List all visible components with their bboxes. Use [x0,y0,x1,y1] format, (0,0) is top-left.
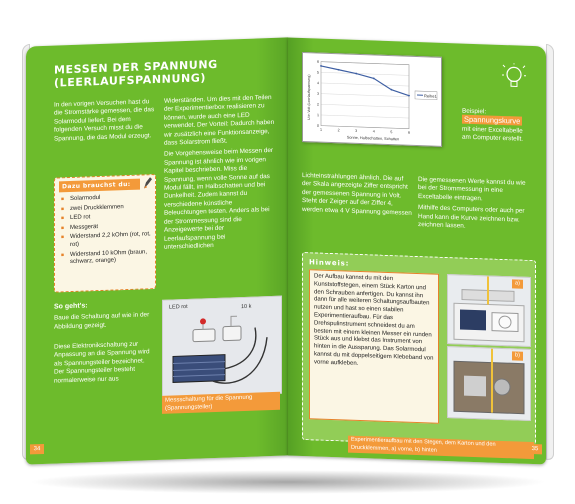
example-label: Beispiel: [462,107,487,116]
grid-line [321,72,409,75]
y-tick-label: 6 [317,59,319,64]
photo-caption: Messschaltung für die Spannung (Spannungsteiler) [162,392,280,414]
x-tick-label: 6 [408,130,410,135]
paragraph: Die gemessenen Werte kannst du wie bei der Strommessung in eine Exceltabelle eintragen. [418,176,526,203]
legend-label: Reihe1 [424,93,437,99]
x-tick-label: 3 [355,128,358,133]
voltage-chart [302,52,442,147]
list-item: ■ LED rot [61,212,153,223]
data-point [391,89,393,91]
intro-text: In den vorigen Versuchen hast du die Stromstärke gemessen, die das Solarmodul liefert. Bei dem folgenden Versuch misst du die Spannung, die das Modul erzeugt. [54,98,155,143]
paragraph: Mithilfe des Computers oder auch per Hand kann die Kurve zeichnen bzw. zeichnen lassen. [418,204,525,230]
right-page [288,37,546,464]
photo-label-resistor: 10 k [241,303,252,311]
y-tick-label: 5 [317,70,319,75]
note-heading: Hinweis: [309,258,350,268]
data-point [373,77,375,79]
photo-tag-a: a) [512,279,523,288]
circuit-illustration [163,297,281,397]
page-edge-right [546,44,554,460]
setup-caption: Experimentieraufbau mit den Stegen, dem Karton und den Druckklemmen, a) vorne, b) hinten [348,436,534,459]
example-rest: mit einer Exceltabelle am Computer erstellt. [462,125,524,143]
materials-heading: Dazu brauchst du: [59,179,140,193]
x-tick-label: 4 [372,129,375,134]
circuit-photo [162,296,282,398]
y-axis-label: U in Volt (Leerlaufspannung) [307,74,311,121]
example-highlight: Spannungskurve [464,115,521,127]
x-tick-label: 2 [337,128,340,133]
page-number-right: 35 [528,444,542,454]
instructions-text: Baue die Schaltung auf wie in der Abbildung gezeigt. [54,311,150,331]
instructions-text-2: Diese Elektronikschaltung zur Anpassung an die Spannung wird als Spannungsteiler bezeichnet. Der Spannungsteiler besteht normalerweise nur aus [54,340,150,385]
grid-line [321,104,409,107]
list-item: ■ zwei Druckklemmen [61,203,153,214]
y-tick-label: 0 [317,123,319,128]
materials-list [61,193,153,269]
x-tick-label: 1 [320,127,322,132]
series-line [321,66,409,96]
lightbulb-icon [502,63,526,94]
chart-ticks [317,60,410,135]
y-tick-label: 4 [317,81,319,86]
right-column-2 [418,176,528,236]
grid-line [321,83,409,86]
x-axis-label: Sonne, Halbschatten, Schatten [346,135,400,142]
left-column-2 [164,94,276,255]
y-tick-label: 3 [317,91,319,96]
book-shadow [28,470,548,494]
data-point [338,69,340,71]
note-box [302,252,536,448]
chart-grid [321,62,409,129]
note-text: Der Aufbau kannst du mit den Kunststoffstegen, einem Stück Karton und den Schrauben anfertigen. Du kannst ihn dann für alle weiteren Schaltungsaufbauten nutzen und hast so einen stabilen Experimentieraufbau. Für das Drehspulinstrument schneidest du am besten mit einem kleinen Messer ein runden Stück aus und klebst das Instrument von hinten in die Aussparung. Das Solarmodul kannst du mit doppelseitigem Klebeband von vorne aufkleben. [309,269,439,424]
list-item: ■ Solarmodul [61,193,153,204]
right-column-1: Lichteinstrahlungen ähnlich. Die auf der Skala angezeigte Ziffer entspricht der gemessenen Spannung in Volt. Steht der Zeiger auf der Ziffer 4, werden etwa 4 V Spannung gemessen [302,171,412,217]
paragraph: Widerständen. Um dies mit den Teilen der Experimentierbox realisieren zu können, wurde auch eine LED verwendet. Der Vorteil: Dadurch haben wir zusätzlich eine Funktionsanzeige, dass Solarstrom fließt. [164,94,275,147]
data-point [320,65,322,67]
pencil-icon [141,176,153,190]
list-item: ■ Messgerät [61,222,153,233]
instructions-heading: So geht's: [54,302,88,311]
data-point [408,95,410,97]
setup-photo-front [447,274,531,347]
paragraph: Die Vorgehensweise beim Messen der Spannung ist ähnlich wie im vorigen Kapitel beschrieben. Miss die Spannung, wenn volle Sonne auf das Modul fällt, im Halbschatten und bei Dunkelheit. Zudem kannst du verschiedene künstliche Beleuchtungen testen. Anders als bei der Strommessung sind die Anzeigewerte bei der Leerlaufspannung bei unterschiedlichen [164,147,274,251]
list-item: ■ Widerstand 10 kOhm (braun, schwarz, orange) [61,249,153,267]
photo-tag-b: b) [512,351,523,360]
example-caption [462,108,524,145]
instructions [54,300,156,332]
grid-line [321,94,409,97]
materials-box [54,174,156,293]
data-point [355,73,357,75]
x-tick-label: 5 [390,130,393,135]
chart-svg [303,53,441,146]
y-tick-label: 2 [317,102,319,107]
page-number-left: 34 [30,444,44,454]
photo-label-led: LED rot [169,303,188,311]
left-page [26,37,288,464]
list-item: ■ Widerstand 2,2 kOhm (rot, rot, rot) [61,232,153,250]
y-tick-label: 1 [317,113,319,118]
grid-line [321,115,409,118]
page-title: MESSEN DER SPANNUNG (LEERLAUFSPANNUNG) [54,57,218,90]
setup-photo-back [447,346,531,421]
